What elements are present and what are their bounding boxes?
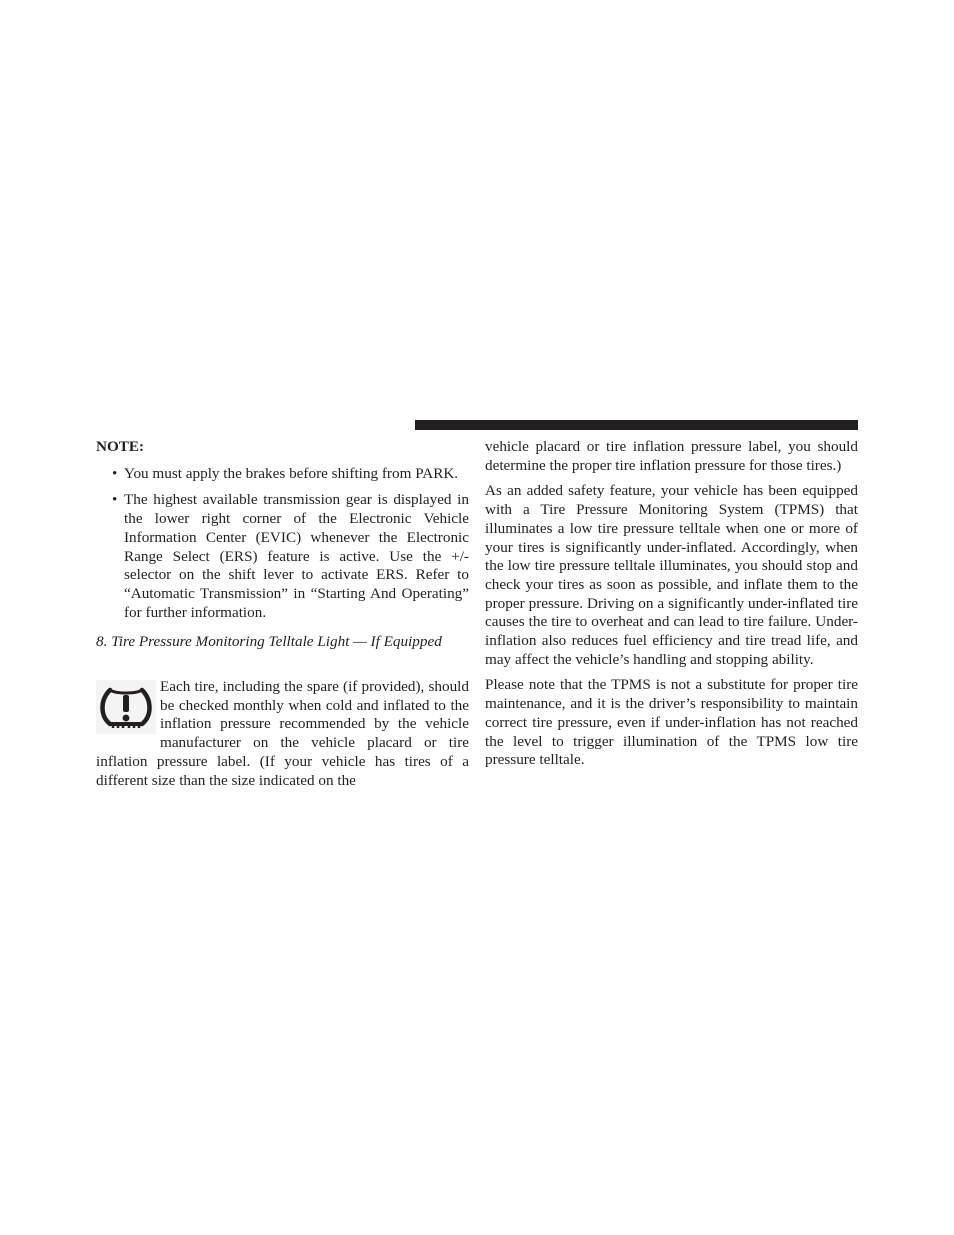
right-paragraph: vehicle placard or tire inflation pressure label, you should determine the proper tire inflation pressure for those tires.) [485, 438, 858, 474]
note-list [96, 465, 469, 623]
right-paragraph: As an added safety feature, your vehicle has been equipped with a Tire Pressure Monitoring System (TPMS) that illuminates a low tire pressure telltale when one or more of your tires is significantly under-inflated. Accordingly, when the low tire pressure telltale illuminates, you should stop and check your tires as soon as possible, and inflate them to the proper pressure. Driving on a significantly under-inflated tire causes the tire to overheat and can lead to tire failure. Under-inflation also reduces fuel efficiency and tire tread life, and may affect the vehicle’s handling and stopping ability. [485, 482, 858, 668]
right-paragraph: Please note that the TPMS is not a substitute for proper tire maintenance, and it is the driver’s responsibility to maintain correct tire pressure, even if under-inflation has not reached the level to trigger illumination of the TPMS low tire pressure telltale. [485, 676, 858, 769]
header-rule [415, 420, 858, 430]
note-item-text: The highest available transmission gear is displayed in the lower right corner of the Electronic Vehicle Information Center (EVIC) whenever the Electronic Range Select (ERS) feature is active. Use the +/- selector on the shift lever to activate ERS. Refer to “Automatic Transmission” in “Starting And Operating” for further information. [124, 491, 469, 621]
bullet-glyph: • [112, 464, 118, 482]
tire-pressure-warning-icon [96, 680, 156, 734]
note-label: NOTE: [96, 438, 145, 455]
section-heading: 8. Tire Pressure Monitoring Telltale Light — If Equipped [96, 633, 442, 651]
bullet-glyph: • [112, 491, 118, 509]
note-item [96, 491, 469, 622]
tpms-paragraph-block [96, 678, 469, 790]
note-item-text: You must apply the brakes before shifting from PARK. [124, 464, 459, 482]
right-column [485, 438, 858, 777]
note-item [96, 465, 469, 484]
left-column [96, 438, 469, 790]
tpms-intro-text: Each tire, including the spare (if provided), should be checked monthly when cold and inflated to the inflation pressure recommended by the vehicle manufacturer on the vehicle placard or tire inflation pressure label. (If your vehicle has tires of a different size than the size indicated on the [96, 678, 469, 789]
